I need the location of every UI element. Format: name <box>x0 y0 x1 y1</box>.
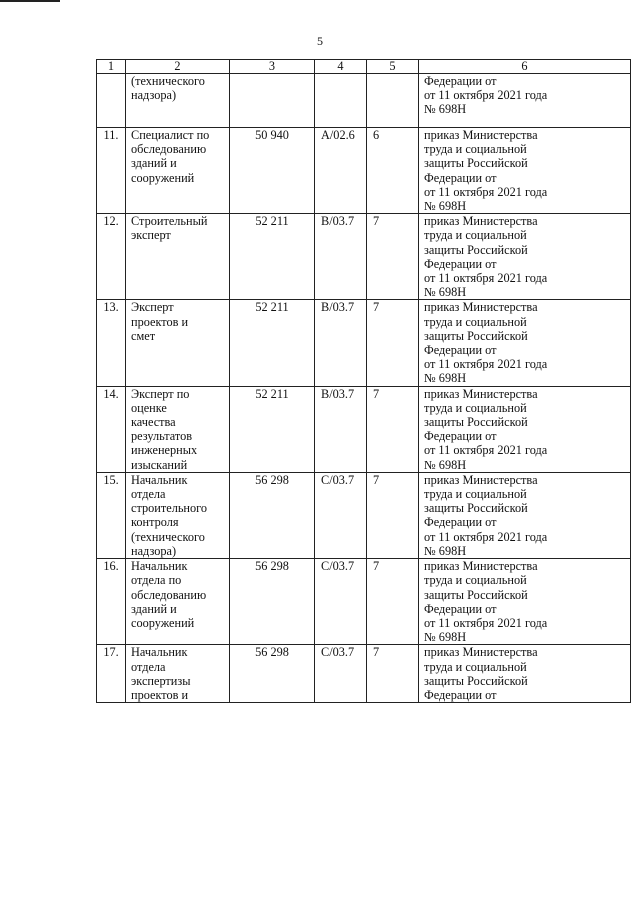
position-title-line: отдела <box>131 487 166 502</box>
document-line: Федерации от <box>424 74 497 88</box>
position-title-line: проектов и <box>131 687 189 702</box>
document-line: защиты Российской <box>424 242 528 257</box>
level-cell: 7 <box>367 559 419 645</box>
document-line: труда и социальной <box>424 659 527 674</box>
position-title-line: эксперт <box>131 228 171 243</box>
level-cell <box>367 74 419 128</box>
document-line: труда и социальной <box>424 487 527 502</box>
header-cell: 3 <box>230 60 315 74</box>
positions-table <box>96 59 631 703</box>
position-title-line: отдела <box>131 659 166 674</box>
position-title-cell <box>126 214 230 300</box>
document-line: № 698Н <box>424 199 467 214</box>
document-line: Федерации от <box>424 343 497 358</box>
level-cell: 7 <box>367 472 419 558</box>
position-title-line: смет <box>131 328 156 343</box>
table-row-continuation <box>97 74 631 128</box>
salary-cell: 56 298 <box>230 472 315 558</box>
position-title-line: зданий и <box>131 601 177 616</box>
position-title-cell <box>126 74 230 128</box>
document-cell <box>419 74 631 128</box>
row-number-cell <box>97 74 126 128</box>
position-title-line: Начальник <box>131 559 188 574</box>
position-title-line: обследованию <box>131 587 207 602</box>
row-number-cell: 13. <box>97 300 126 386</box>
document-cell <box>419 386 631 472</box>
document-line: № 698Н <box>424 630 467 645</box>
row-number-cell: 16. <box>97 559 126 645</box>
position-title-line: сооружений <box>131 615 195 630</box>
position-title-line: надзора) <box>131 543 177 558</box>
header-cell: 4 <box>315 60 367 74</box>
document-cell <box>419 128 631 214</box>
scan-edge-mark <box>0 0 60 2</box>
code-cell: A/02.6 <box>315 128 367 214</box>
position-title-line: зданий и <box>131 156 177 171</box>
document-line: защиты Российской <box>424 501 528 516</box>
position-title-cell <box>126 472 230 558</box>
row-number-cell: 11. <box>97 128 126 214</box>
salary-cell: 56 298 <box>230 645 315 703</box>
salary-cell: 56 298 <box>230 559 315 645</box>
position-title-line: Эксперт <box>131 300 174 315</box>
position-title-line: результатов <box>131 429 193 444</box>
document-line: от 11 октября 2021 года <box>424 615 548 630</box>
document-line: от 11 октября 2021 года <box>424 271 548 286</box>
position-title-cell <box>126 300 230 386</box>
position-title-line: Эксперт по <box>131 386 190 401</box>
header-cell: 1 <box>97 60 126 74</box>
code-cell: C/03.7 <box>315 559 367 645</box>
position-title-line: экспертизы <box>131 673 191 688</box>
document-line: Федерации от <box>424 687 497 702</box>
document-line: Федерации от <box>424 515 497 530</box>
code-cell <box>315 74 367 128</box>
document-line: № 698Н <box>424 285 467 300</box>
table-row <box>97 214 631 300</box>
position-title-line: отдела по <box>131 573 182 588</box>
document-line: от 11 октября 2021 года <box>424 88 548 103</box>
position-title-cell <box>126 386 230 472</box>
table-row <box>97 559 631 645</box>
code-cell: B/03.7 <box>315 214 367 300</box>
document-line: от 11 октября 2021 года <box>424 443 548 458</box>
document-line: приказ Министерства <box>424 559 538 574</box>
position-title-line: Строительный <box>131 214 208 229</box>
document-line: защиты Российской <box>424 673 528 688</box>
document-line: Федерации от <box>424 601 497 616</box>
position-title-line: проектов и <box>131 314 189 329</box>
position-title-cell <box>126 128 230 214</box>
document-line: труда и социальной <box>424 228 527 243</box>
salary-cell: 50 940 <box>230 128 315 214</box>
position-title-cell <box>126 645 230 703</box>
position-title-line: Начальник <box>131 472 188 487</box>
position-title-line: Специалист по <box>131 128 210 142</box>
document-line: труда и социальной <box>424 573 527 588</box>
position-title-line: обследованию <box>131 142 207 157</box>
position-title-line: (технического <box>131 74 205 88</box>
table-row <box>97 300 631 386</box>
position-title-line: оценке <box>131 400 167 415</box>
document-line: приказ Министерства <box>424 214 538 229</box>
document-line: защиты Российской <box>424 587 528 602</box>
code-cell: B/03.7 <box>315 300 367 386</box>
table-row <box>97 386 631 472</box>
document-line: труда и социальной <box>424 314 527 329</box>
row-number-cell: 14. <box>97 386 126 472</box>
document-line: от 11 октября 2021 года <box>424 184 548 199</box>
table-row <box>97 472 631 558</box>
position-title-line: качества <box>131 415 176 430</box>
level-cell: 7 <box>367 645 419 703</box>
position-title-line: сооружений <box>131 170 195 185</box>
level-cell: 7 <box>367 214 419 300</box>
position-title-line: инженерных <box>131 443 198 458</box>
salary-cell: 52 211 <box>230 214 315 300</box>
position-title-line: контроля <box>131 515 179 530</box>
position-title-line: Начальник <box>131 645 188 660</box>
document-cell <box>419 300 631 386</box>
document-line: приказ Министерства <box>424 300 538 315</box>
level-cell: 7 <box>367 386 419 472</box>
document-line: приказ Министерства <box>424 645 538 660</box>
salary-cell: 52 211 <box>230 386 315 472</box>
document-line: № 698Н <box>424 371 467 386</box>
position-title-line: (технического <box>131 529 205 544</box>
document-cell <box>419 559 631 645</box>
position-title-line: изысканий <box>131 457 188 472</box>
document-cell <box>419 645 631 703</box>
document-cell <box>419 472 631 558</box>
row-number-cell: 17. <box>97 645 126 703</box>
code-cell: C/03.7 <box>315 472 367 558</box>
document-line: труда и социальной <box>424 400 527 415</box>
document-line: № 698Н <box>424 457 467 472</box>
table-header-row <box>97 60 631 74</box>
document-line: приказ Министерства <box>424 386 538 401</box>
header-cell: 2 <box>126 60 230 74</box>
header-cell: 6 <box>419 60 631 74</box>
document-line: № 698Н <box>424 102 467 117</box>
document-line: Федерации от <box>424 429 497 444</box>
table-row <box>97 128 631 214</box>
document-line: от 11 октября 2021 года <box>424 357 548 372</box>
document-line: труда и социальной <box>424 142 527 157</box>
table-row <box>97 645 631 703</box>
position-title-line: строительного <box>131 501 208 516</box>
row-number-cell: 12. <box>97 214 126 300</box>
header-cell: 5 <box>367 60 419 74</box>
document-line: № 698Н <box>424 543 467 558</box>
level-cell: 7 <box>367 300 419 386</box>
document-cell <box>419 214 631 300</box>
document-line: Федерации от <box>424 256 497 271</box>
position-title-cell <box>126 559 230 645</box>
document-line: защиты Российской <box>424 415 528 430</box>
code-cell: C/03.7 <box>315 645 367 703</box>
position-title-line: надзора) <box>131 88 177 103</box>
document-line: приказ Министерства <box>424 472 538 487</box>
code-cell: B/03.7 <box>315 386 367 472</box>
document-line: от 11 октября 2021 года <box>424 529 548 544</box>
page-number: 5 <box>317 34 323 48</box>
salary-cell <box>230 74 315 128</box>
document-line: Федерации от <box>424 170 497 185</box>
salary-cell: 52 211 <box>230 300 315 386</box>
level-cell: 6 <box>367 128 419 214</box>
document-line: защиты Российской <box>424 328 528 343</box>
row-number-cell: 15. <box>97 472 126 558</box>
document-line: приказ Министерства <box>424 128 538 142</box>
document-line: защиты Российской <box>424 156 528 171</box>
